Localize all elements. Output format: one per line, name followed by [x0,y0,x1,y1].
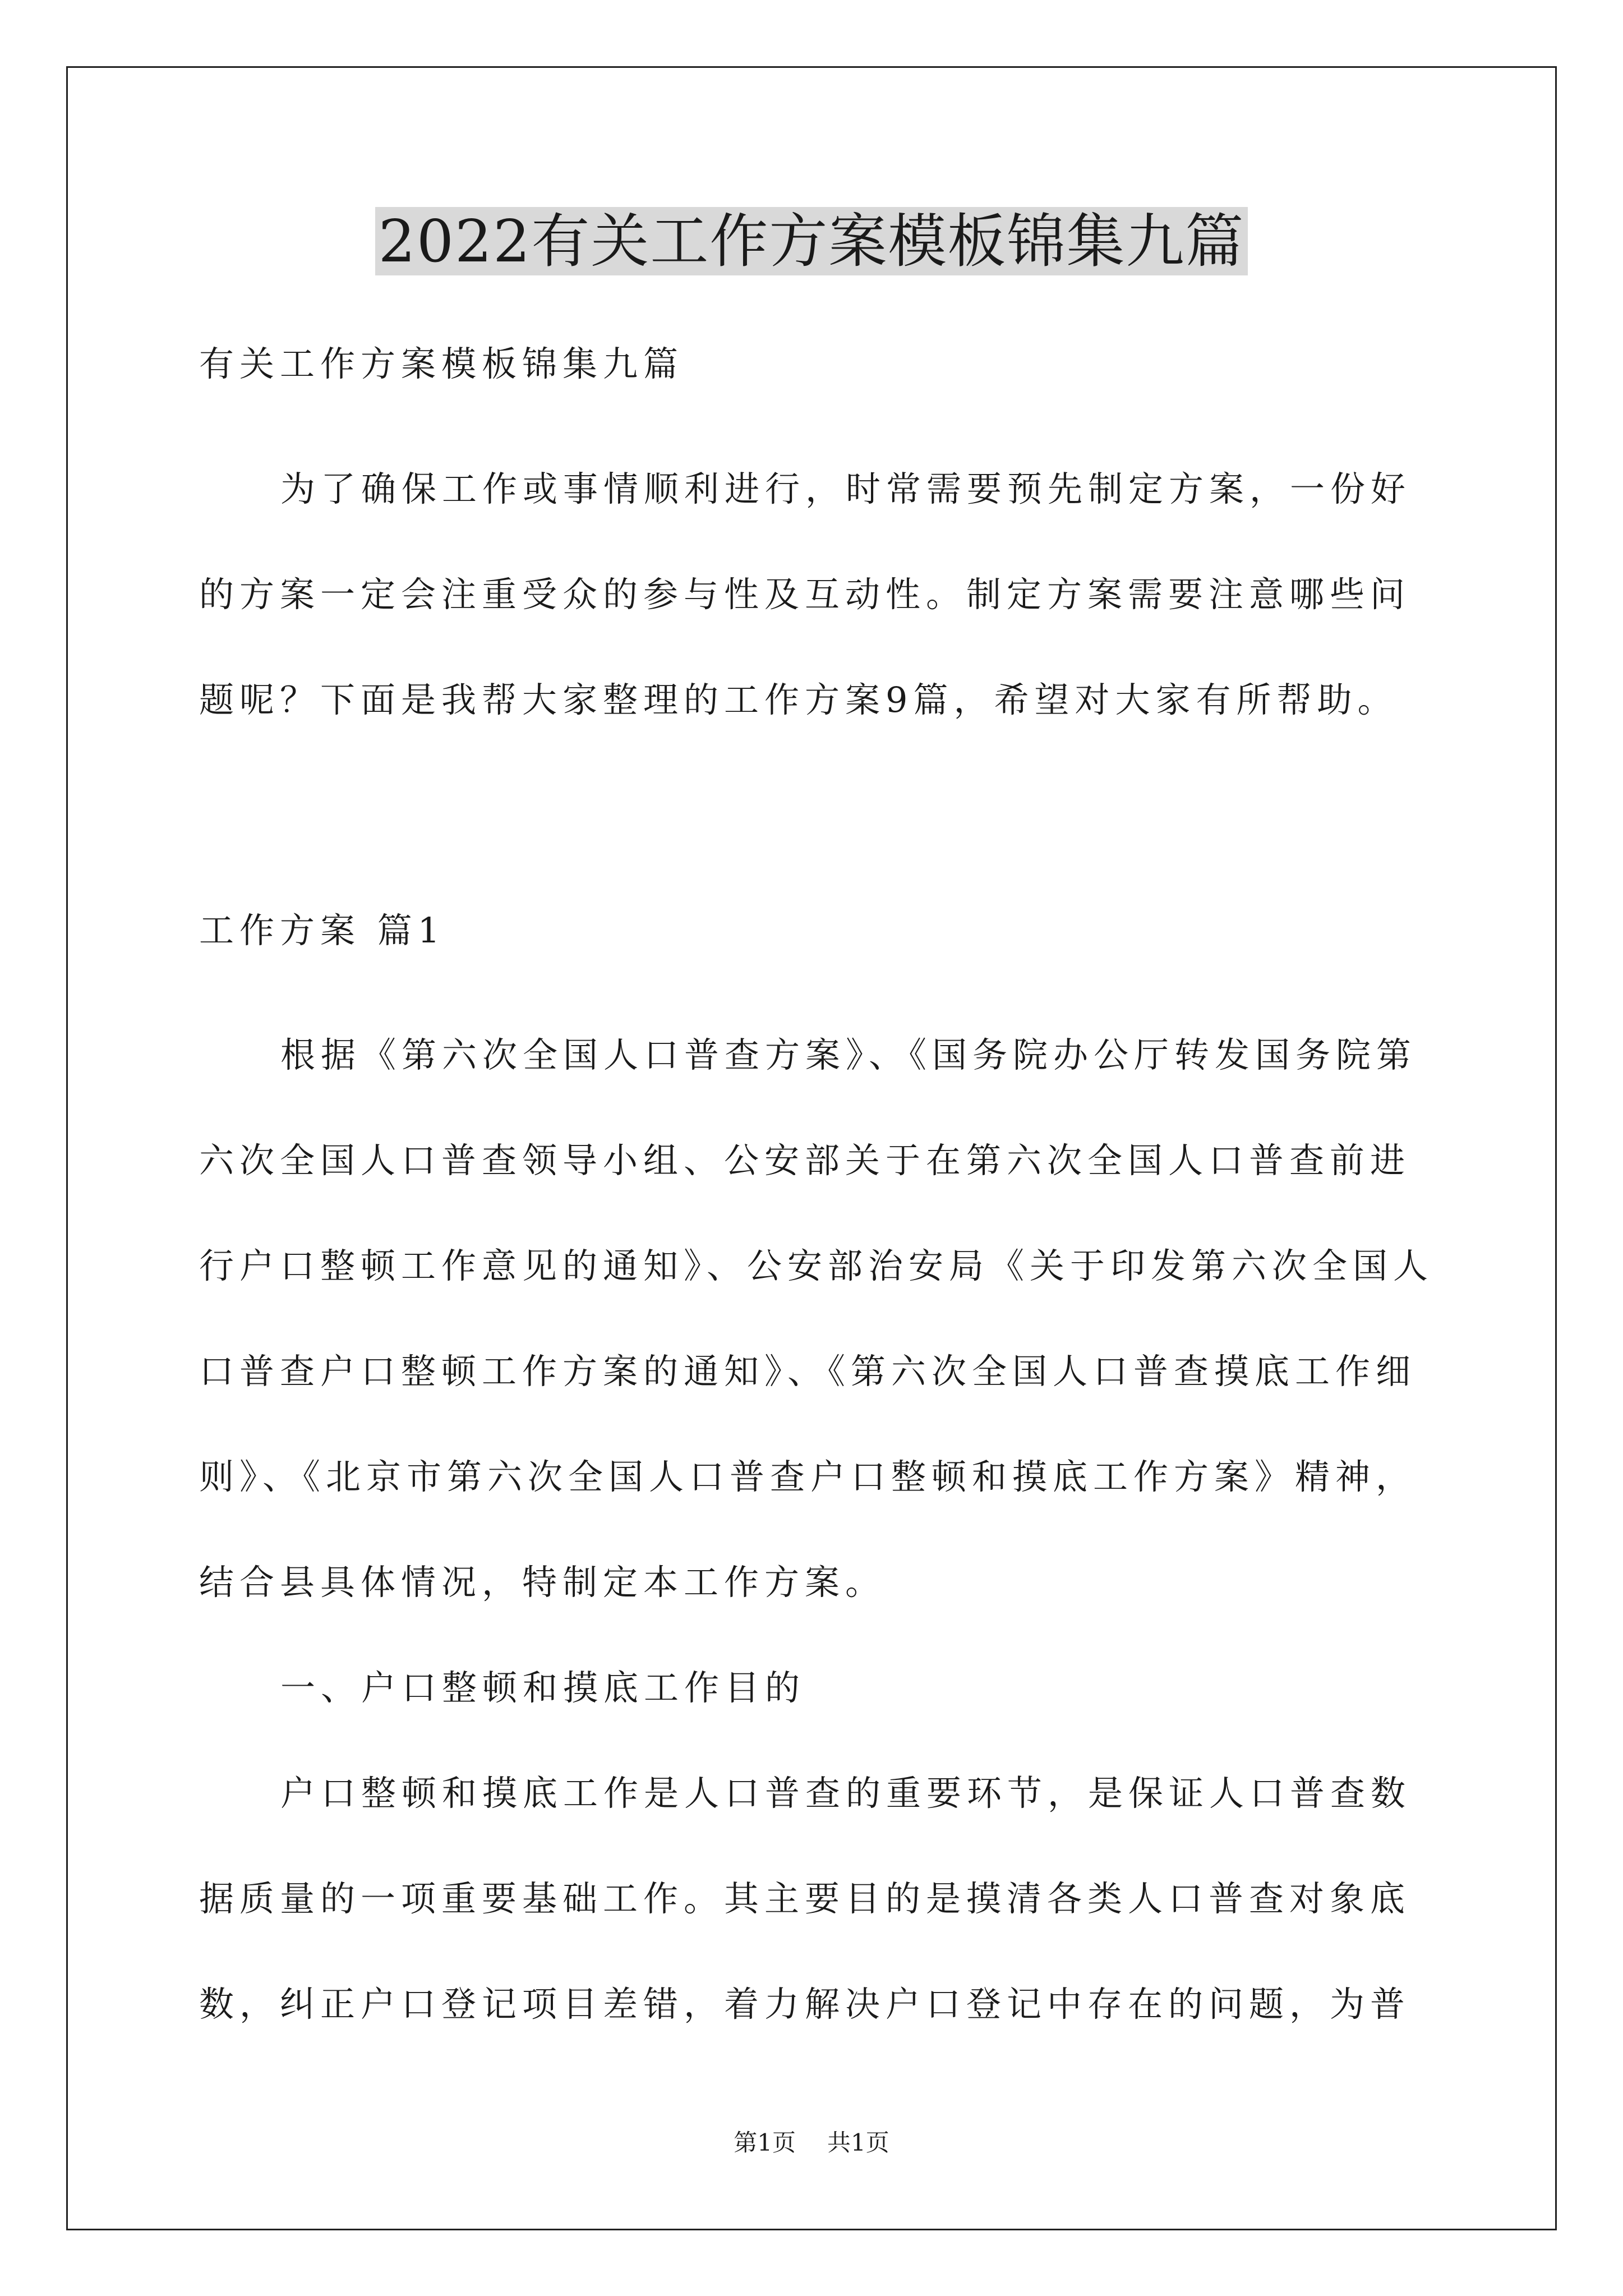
para2-line-1: 户口整顿和摸底工作是人口普查的重要环节，是保证人口普查数 [280,1773,1412,1814]
intro-line-2: 的方案一定会注重受众的参与性及互动性。制定方案需要注意哪些问 [199,574,1411,615]
page-number: 第1页 [734,2129,796,2156]
para2-line-3: 数，纠正户口登记项目差错，着力解决户口登记中存在的问题，为普 [199,1984,1411,2024]
intro-line-1: 为了确保工作或事情顺利进行，时常需要预先制定方案，一份好 [280,468,1412,509]
para1-line-4: 口普查户口整顿工作方案的通知》、《第六次全国人口普查摸底工作细 [199,1351,1417,1392]
para1-line-6: 结合县具体情况，特制定本工作方案。 [199,1562,886,1603]
document-title [0,202,1623,280]
para1-line-3: 行户口整顿工作意见的通知》、公安部治安局《关于印发第六次全国人 [199,1245,1434,1286]
item-heading: 一、户口整顿和摸底工作目的 [280,1667,806,1708]
para1-line-2: 六次全国人口普查领导小组、公安部关于在第六次全国人口普查前进 [199,1140,1411,1181]
para1-line-1: 根据《第六次全国人口普查方案》、《国务院办公厅转发国务院第 [280,1034,1417,1075]
document-subtitle: 有关工作方案模板锦集九篇 [199,343,684,384]
para1-line-5: 则》、《北京市第六次全国人口普查户口整顿和摸底工作方案》精神， [199,1456,1417,1497]
page-footer [0,2126,1623,2160]
page-total: 共1页 [827,2129,889,2156]
para2-line-2: 据质量的一项重要基础工作。其主要目的是摸清各类人口普查对象底 [199,1878,1411,1919]
section-heading: 工作方案 篇1 [199,910,446,951]
title-text: 2022有关工作方案模板锦集九篇 [375,207,1248,275]
intro-line-3: 题呢？下面是我帮大家整理的工作方案9篇，希望对大家有所帮助。 [199,679,1398,720]
